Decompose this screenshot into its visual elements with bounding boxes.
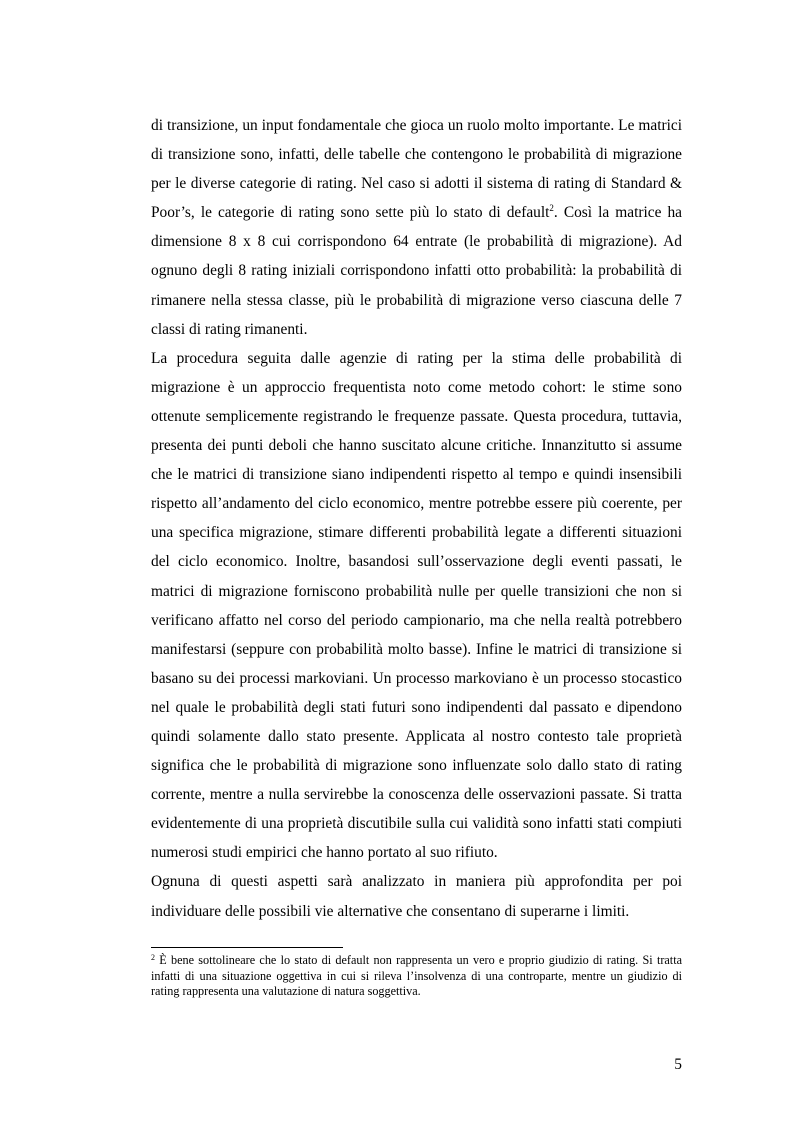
paragraph-1-text-end: . Così la matrice ha dimensione 8 x 8 cui corrispondono 64 entrate (le probabilità di migrazione). Ad ognuno degli 8 rating iniziali corrispondono infatti otto probabilità: la probabilità di rimanere nella stessa classe, più le probabilità di migrazione verso ciascuna delle 7 classi di rating rimanenti.: [151, 204, 682, 338]
footnote-number: 2: [151, 953, 155, 962]
footnote-reference: 2: [549, 203, 554, 214]
paragraph-1-text-start: di transizione, un input fondamentale che gioca un ruolo molto importante. Le matrici di transizione sono, infatti, delle tabelle che contengono le probabilità di migrazione per le diverse categorie di rating. Nel caso si adotti il sistema di rating di Standard & Poor’s, le categorie di rating sono sette più lo stato di default: [151, 117, 682, 222]
footnote-text: È bene sottolineare che lo stato di default non rappresenta un vero e proprio giudizio di rating. Si tratta infatti di una situazione oggettiva in cui si rileva l’insolvenza di una controparte, mentre un giudizio di rating rappresenta una valutazione di natura soggettiva.: [151, 953, 682, 999]
paragraph-transition-matrices: [151, 111, 682, 344]
body-text: [151, 111, 682, 926]
paragraph-cohort-method: La procedura seguita dalle agenzie di rating per la stima delle probabilità di migrazione è un approccio frequentista noto come metodo cohort: le stime sono ottenute semplicemente registrando le frequenze passate. Questa procedura, tuttavia, presenta dei punti deboli che hanno suscitato alcune critiche. Innanzitutto si assume che le matrici di transizione siano indipendenti rispetto al tempo e quindi insensibili rispetto all’andamento del ciclo economico, mentre potrebbe essere più coerente, per una specifica migrazione, stimare differenti probabilità legate a differenti situazioni del ciclo economico. Inoltre, basandosi sull’osservazione degli eventi passati, le matrici di migrazione forniscono probabilità nulle per quelle transizioni che non si verificano affatto nel corso del periodo campionario, ma che nella realtà potrebbero manifestarsi (seppure con probabilità molto basse). Infine le matrici di transizione si basano su dei processi markoviani. Un processo markoviano è un processo stocastico nel quale le probabilità degli stati futuri sono indipendenti dal passato e dipendono quindi solamente dallo stato presente. Applicata al nostro contesto tale proprietà significa che le probabilità di migrazione sono influenzate solo dallo stato di rating corrente, mentre a nulla servirebbe la conoscenza delle osservazioni passate. Si tratta evidentemente di una proprietà discutibile sulla cui validità sono infatti stati compiuti numerosi studi empirici che hanno portato al suo rifiuto.: [151, 349, 682, 862]
footnote: [151, 953, 682, 1000]
footnote-separator: [151, 947, 343, 948]
page-number: 5: [674, 1056, 682, 1073]
paragraph-conclusion: Ognuna di questi aspetti sarà analizzato in maniera più approfondita per poi individuare delle possibili vie alternative che consentano di superarne i limiti.: [151, 873, 682, 920]
